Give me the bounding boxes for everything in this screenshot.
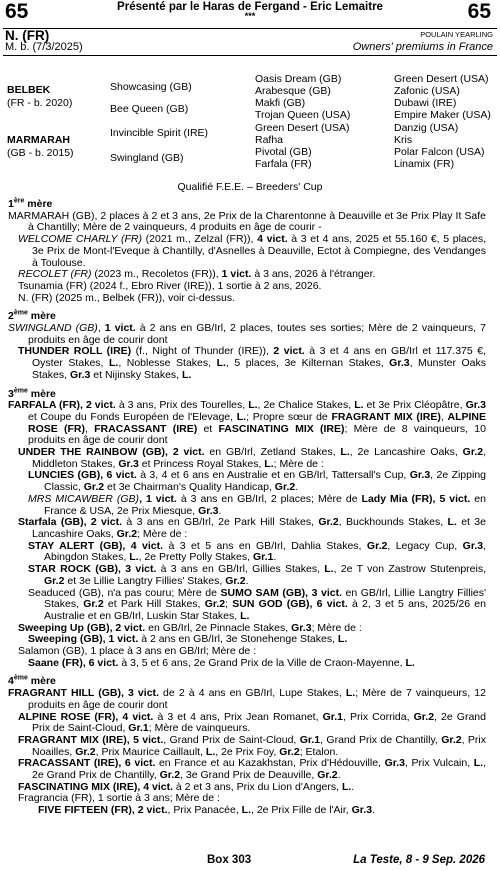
produce-entry: N. (FR) (2025 m., Belbek (FR)), voir ci-dessus.	[18, 291, 236, 304]
first-dam-paragraph: MARMARAH (GB), 2 places à 2 et 3 ans, 2e Prix de la Charentonne à Deauville et 3e Prix Play It Safe à Chantilly; Mère de 2 vainqueurs, 4 produits en âge de courir -	[8, 209, 486, 234]
produce-entry: THUNDER ROLL (IRE) (f., Night of Thunder (IRE)), 2 vict. à 3 et 4 ans en GB/Irl et 117.375 €, Oyster Stakes, L., Noblesse Stakes, L., 5 places, 3e Kilternan Stakes, Gr.3, Munster Oaks Stakes, Gr.3 et Nijinsky Stakes, L.	[18, 345, 486, 381]
produce-entry: LUNCIES (GB), 6 vict. à 3, 4 et 6 ans en Australie et en GB/Irl, Tattersall's Cup, Gr.3, 2e Zipping Classic, Gr.2 et 3e Chairman's Quality Handicap, Gr.2.	[28, 469, 487, 494]
produce-entry: FRAGRANT MIX (IRE), 5 vict., Grand Prix de Saint-Cloud, Gr.1, Grand Prix de Chantilly, Gr.2, Prix Noailles, Gr.2, Prix Maurice Caillault, L., 2e Prix Foy, Gr.2; Etalon.	[18, 733, 486, 758]
qualification-line: Qualifié F.E.E. – Breeders' Cup	[177, 181, 323, 193]
produce-entry: Fragrancia (FR), 1 sortie à 3 ans; Mère de :	[18, 792, 220, 805]
third-dam-heading: 3ème mère	[8, 387, 56, 400]
pedigree-gen4: Polar Falcon (USA)	[394, 146, 485, 158]
pedigree-gen3: Rafha	[255, 134, 284, 146]
produce-entry: Sweeping Up (GB), 2 vict. en GB/Irl, 2e Pinnacle Stakes, Gr.3; Mère de :	[18, 621, 362, 634]
pedigree-gen2: Swingland (GB)	[110, 152, 184, 164]
owners-premiums-note: Owners' premiums in France	[352, 41, 493, 53]
pedigree-gen4: Linamix (FR)	[394, 158, 455, 170]
sire-name: BELBEK	[7, 84, 51, 96]
pedigree-gen4: Dubawi (IRE)	[394, 97, 457, 109]
pedigree-gen3: Makfi (GB)	[255, 97, 306, 109]
produce-entry: RECOLET (FR) (2023 m., Recoletos (FR)), 1 vict. à 3 ans, 2026 à l'étranger.	[18, 268, 376, 281]
dam-info: (GB - b. 2015)	[7, 147, 74, 159]
pedigree-gen3: Pivotal (GB)	[255, 146, 312, 158]
pedigree-gen3: Arabesque (GB)	[255, 85, 331, 97]
fourth-dam-heading: 4ème mère	[8, 674, 56, 688]
produce-entry: UNDER THE RAINBOW (GB), 2 vict. en GB/Irl, Zetland Stakes, L., 2e Lancashire Oaks, Gr.2, Middleton Stakes, Gr.3 et Princess Royal Stakes, L.; Mère de :	[18, 446, 487, 470]
lot-number-right: 65	[467, 0, 491, 23]
produce-entry: MRS MICAWBER (GB), 1 vict. à 3 ans en GB/Irl, 2 places; Mère de Lady Mia (FR), 5 vict. en France & USA, 2e Prix Miesque, Gr.3.	[28, 492, 486, 517]
pedigree-gen2: Invincible Spirit (IRE)	[110, 127, 209, 139]
first-dam-heading: 1ère mère	[8, 197, 53, 210]
lot-number-left: 65	[5, 0, 29, 23]
horse-details: M. b. (7/3/2025)	[5, 41, 83, 53]
produce-entry: Salamon (GB), 1 place à 3 ans en GB/Irl; Mère de :	[18, 645, 257, 658]
produce-entry: Sweeping (GB), 1 vict. à 2 ans en GB/Irl, 3e Stonehenge Stakes, L.	[28, 633, 348, 646]
produce-entry: ALPINE ROSE (FR), 4 vict. à 3 et 4 ans, Prix Jean Romanet, Gr.1, Prix Corrida, Gr.2, 2e Grand Prix de Saint-Cloud, Gr.1; Mère de vainqueurs.	[18, 710, 486, 735]
pedigree-gen4: Empire Maker (USA)	[394, 109, 491, 121]
pedigree-gen4: Zafonic (USA)	[394, 85, 460, 97]
produce-entry: STAR ROCK (GB), 3 vict. à 3 ans en GB/Irl, Gillies Stakes, L., 2e T von Zastrow Stutenpreis, Gr.2 et 3e Lillie Langtry Fillies' Stakes, Gr.2.	[28, 563, 486, 587]
pedigree-gen3: Oasis Dream (GB)	[255, 73, 342, 85]
presenter-line: Présenté par le Haras de Fergand - Eric Lemaitre	[117, 1, 383, 13]
fourth-dam-paragraph: FRAGRANT HILL (GB), 3 vict. de 2 à 4 ans en GB/Irl, Lupe Stakes, L.; Mère de 7 vainqueurs, 12 produits en âge de courir dont	[8, 687, 486, 711]
produce-entry: FIVE FIFTEEN (FR), 2 vict., Prix Panacée, L., 2e Prix Fille de l'Air, Gr.3.	[38, 804, 375, 817]
pedigree-gen2: Bee Queen (GB)	[110, 103, 189, 115]
pedigree-gen2: Showcasing (GB)	[110, 81, 192, 93]
produce-entry: Seaduced (GB), n'a pas couru; Mère de SUMO SAM (GB), 3 vict. en GB/Irl, Lillie Langtry Fillies' Stakes, Gr.2 et Park Hill Stakes, Gr.2; SUN GOD (GB), 6 vict. à 2, 3 et 5 ans, 2025/26 en Australie et en GB/Irl, Luskin Star Stakes, L.	[28, 586, 486, 622]
box-number: Box 303	[207, 854, 252, 866]
horse-name: N. (FR)	[5, 28, 50, 43]
pedigree-gen4: Green Desert (USA)	[394, 73, 489, 85]
produce-entry: FRACASSANT (IRE), 6 vict. en France et au Kazakhstan, Prix d'Hédouville, Gr.3, Prix Vulcain, L., 2e Grand Prix de Chantilly, Gr.2, 3e Grand Prix de Deauville, Gr.2.	[18, 757, 487, 782]
produce-entry: Saane (FR), 6 vict. à 3, 5 et 6 ans, 2e Grand Prix de la Ville de Craon-Mayenne, L.	[28, 656, 415, 669]
pedigree-top-rule	[3, 55, 497, 56]
produce-entry: Starfala (GB), 2 vict. à 3 ans en GB/Irl, 2e Park Hill Stakes, Gr.2, Buckhounds Stakes, L. et 3e Lancashire Oaks, Gr.2; Mère de :	[18, 516, 486, 540]
dam-name: MARMARAH	[7, 134, 70, 146]
presenter-stars: ***	[244, 11, 256, 21]
top-rule	[3, 28, 497, 29]
produce-entry: FASCINATING MIX (IRE), 4 vict. à 2 et 3 ans, Prix du Lion d'Angers, L..	[18, 780, 355, 793]
pedigree-gen4: Kris	[394, 134, 413, 146]
pedigree-gen3: Green Desert (USA)	[255, 122, 350, 134]
horse-category: POULAIN YEARLING	[420, 30, 493, 39]
pedigree-narrative	[8, 199, 486, 817]
pedigree-gen3: Farfala (FR)	[255, 158, 312, 170]
pedigree-gen3: Trojan Queen (USA)	[255, 109, 351, 121]
sire-info: (FR - b. 2020)	[7, 97, 73, 109]
produce-entry: STAY ALERT (GB), 4 vict. à 3 et 5 ans en GB/Irl, Dahlia Stakes, Gr.2, Legacy Cup, Gr.3, Abingdon Stakes, L., 2e Pretty Polly Stakes, Gr.1.	[28, 539, 487, 564]
second-dam-heading: 2ème mère	[8, 309, 56, 323]
third-dam-paragraph: FARFALA (FR), 2 vict. à 3 ans, Prix des Tourelles, L., 2e Chalice Stakes, L. et 3e Prix Cléopâtre, Gr.3 et Coupe du Fonds Européen de l'Elevage, L.; Propre sœur de FRAGRANT MIX (IRE), ALPINE ROSE (FR), FRACASSANT (IRE) et FASCINATING MIX (IRE); Mère de 8 vainqueurs, 10 produits en âge de courir dont	[8, 399, 486, 447]
produce-entry: WELCOME CHARLY (FR) (2021 m., Zelzal (FR)), 4 vict. à 3 et 4 ans, 2025 et 55.160 €, 5 places, 3e Prix de Mont-l'Eveque à Chantilly, d'Asnelles à Deauville, Ectot à Compiegne, des Vendanges à Toulouse.	[18, 233, 487, 269]
sale-venue-date: La Teste, 8 - 9 Sep. 2026	[353, 854, 485, 866]
second-dam-paragraph: SWINGLAND (GB), 1 vict. à 2 ans en GB/Irl, 2 places, toutes ses sorties; Mère de 2 vainqueurs, 7 produits en âge de courir dont	[8, 322, 486, 346]
pedigree-gen4: Danzig (USA)	[394, 122, 459, 134]
produce-entry: Tsunamia (FR) (2024 f., Ebro River (IRE)), 1 sortie à 2 ans, 2026.	[18, 279, 322, 292]
